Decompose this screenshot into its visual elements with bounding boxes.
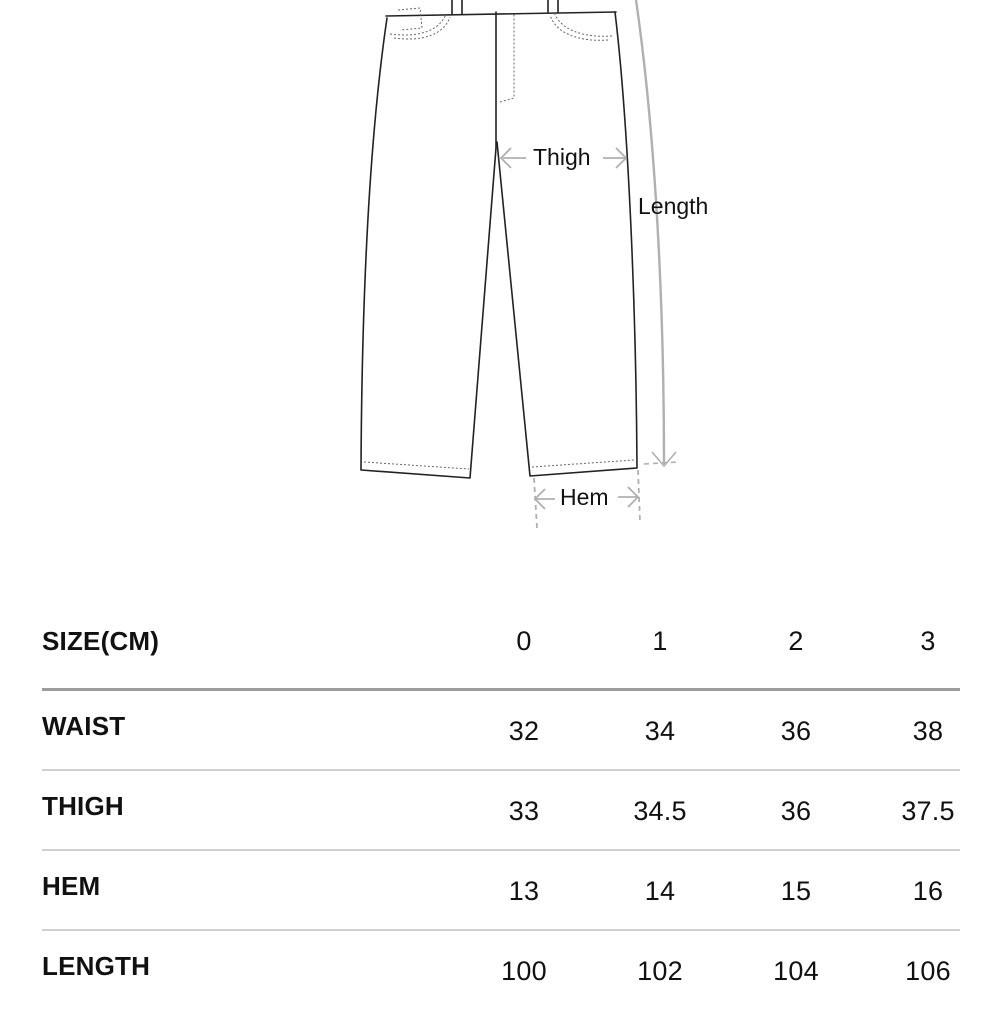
thigh-label: Thigh (533, 144, 591, 170)
size-header-3: 3 (920, 626, 936, 656)
table-cell: 13 (508, 876, 540, 906)
row-label: HEM (42, 871, 101, 901)
table-row-thigh (42, 771, 960, 851)
row-label: WAIST (42, 711, 126, 741)
size-header-2: 2 (788, 626, 804, 656)
size-header-0: 0 (516, 626, 532, 656)
table-cell: 14 (644, 876, 676, 906)
table-cell: 102 (637, 956, 683, 986)
table-cell: 34.5 (633, 796, 687, 826)
table-cell: 100 (501, 956, 547, 986)
pants-illustration (361, 0, 637, 478)
hem-label: Hem (560, 484, 609, 510)
table-row-length (42, 931, 960, 1009)
table-cell: 104 (773, 956, 819, 986)
table-cell: 36 (780, 716, 812, 746)
pants-stitching (364, 8, 634, 469)
table-cell: 37.5 (901, 796, 955, 826)
size-chart-table (42, 600, 960, 1009)
table-cell: 106 (905, 956, 951, 986)
table-cell: 38 (912, 716, 944, 746)
length-label: Length (638, 193, 709, 219)
table-cell: 32 (508, 716, 540, 746)
size-header-label: SIZE(CM) (42, 626, 160, 656)
table-cell: 16 (912, 876, 944, 906)
length-measure-line (636, 0, 678, 466)
row-label: THIGH (42, 791, 124, 821)
table-cell: 33 (508, 796, 540, 826)
row-label: LENGTH (42, 951, 151, 981)
table-cell: 15 (780, 876, 812, 906)
table-row-waist (42, 691, 960, 771)
table-cell: 36 (780, 796, 812, 826)
size-header-1: 1 (652, 626, 668, 656)
table-cell: 34 (644, 716, 676, 746)
size-header-row (42, 600, 960, 691)
table-row-hem (42, 851, 960, 931)
